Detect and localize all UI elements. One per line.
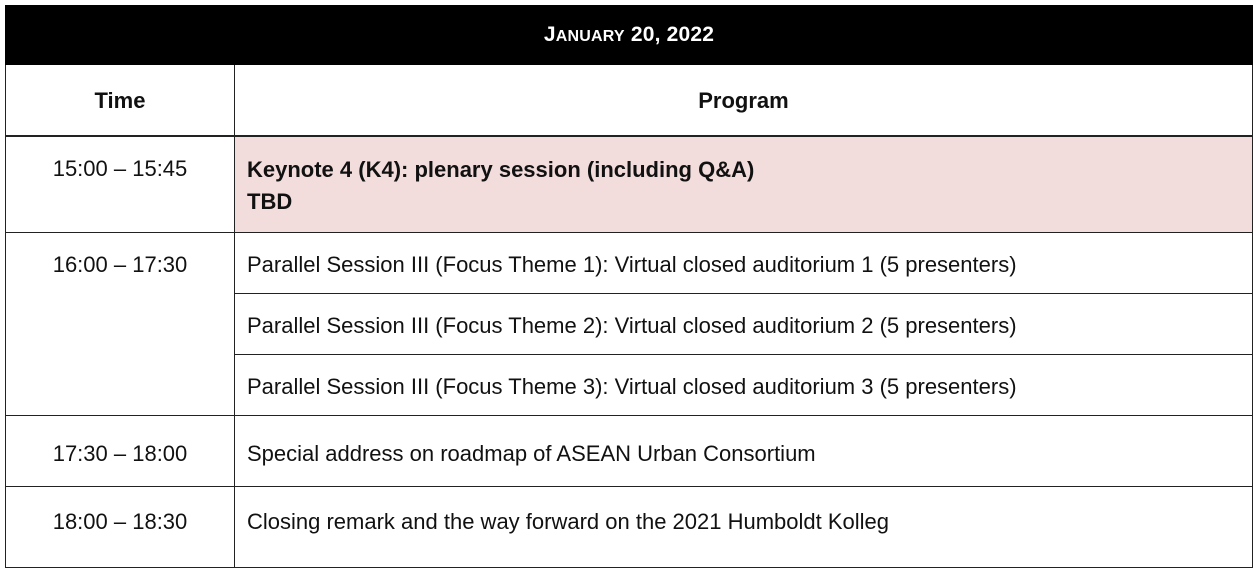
column-header-time: Time: [5, 65, 235, 137]
program-text: Closing remark and the way forward on the 2021 Humboldt Kolleg: [247, 509, 890, 534]
time-cell: [5, 137, 235, 233]
program-text: Special address on roadmap of ASEAN Urban Consortium: [247, 441, 816, 466]
date-initial: J: [543, 23, 556, 46]
schedule-table: [5, 5, 1253, 568]
time-text: 15:00 – 15:45: [52, 156, 188, 181]
program-cell: [235, 416, 1253, 487]
time-cell: [5, 233, 235, 416]
time-text: 17:30 – 18:00: [52, 441, 188, 466]
session-text: Parallel Session III (Focus Theme 3): Virtual closed auditorium 3 (5 presenters): [247, 374, 1017, 399]
date-month-smallcaps: ANUARY: [555, 28, 625, 45]
keynote-subtitle: TBD: [247, 189, 293, 214]
date-day-year: 20, 2022: [630, 23, 715, 46]
time-cell: [5, 487, 235, 568]
program-cell-keynote: [235, 137, 1253, 233]
column-header-program: Program: [235, 65, 1253, 137]
date-header: [5, 5, 1253, 65]
keynote-title: Keynote 4 (K4): plenary session (including Q&A): [247, 157, 755, 182]
session-text: Parallel Session III (Focus Theme 1): Virtual closed auditorium 1 (5 presenters): [247, 252, 1017, 277]
program-cell: [235, 355, 1253, 416]
session-text: Parallel Session III (Focus Theme 2): Virtual closed auditorium 2 (5 presenters): [247, 313, 1017, 338]
time-text: 16:00 – 17:30: [52, 252, 188, 277]
program-cell: [235, 233, 1253, 294]
time-cell: [5, 416, 235, 487]
program-cell: [235, 294, 1253, 355]
program-cell: [235, 487, 1253, 568]
time-text: 18:00 – 18:30: [52, 509, 188, 534]
